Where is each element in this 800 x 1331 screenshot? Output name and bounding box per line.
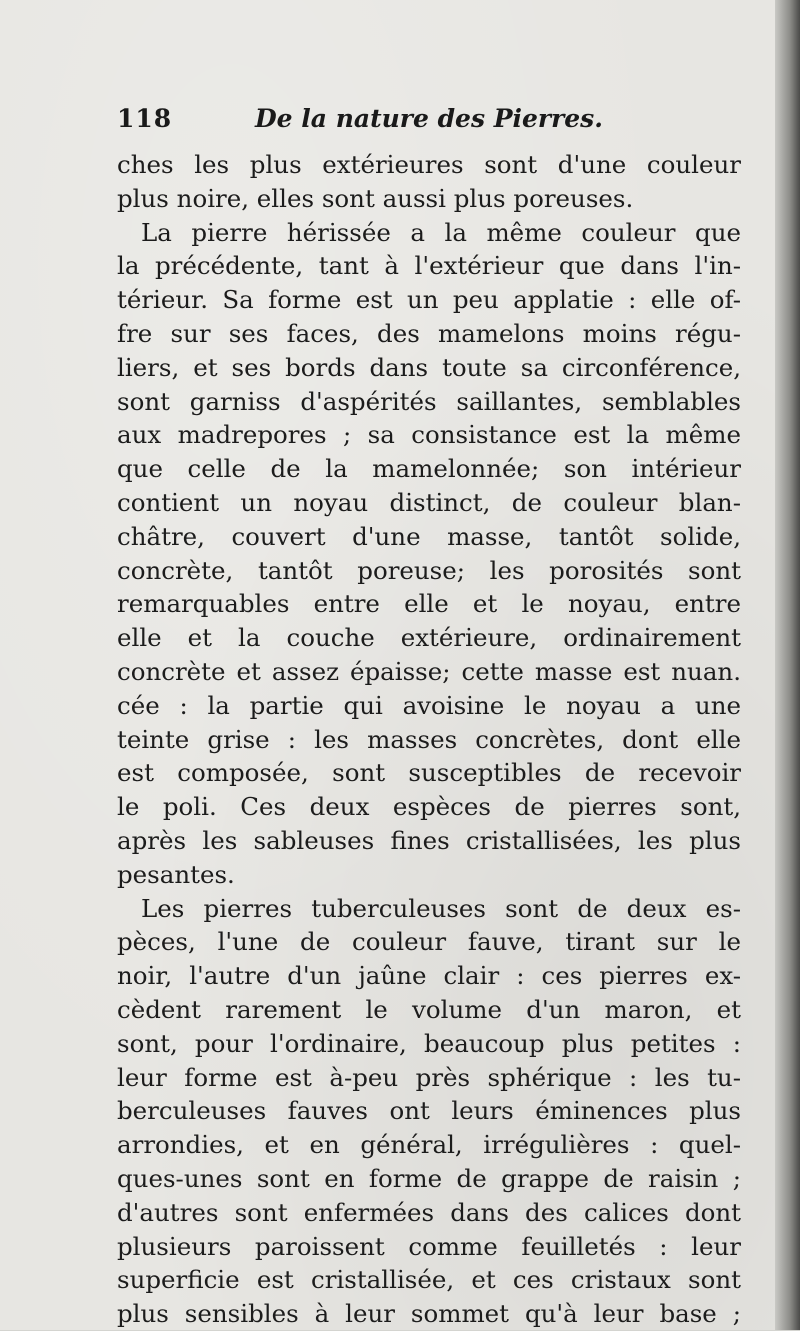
- text-line: contient un noyau distinct, de couleur blan-: [117, 487, 741, 517]
- text-line: cée : la partie qui avoisine le noyau a une: [117, 690, 741, 720]
- text-line: d'autres sont enfermées dans des calices dont: [117, 1197, 741, 1227]
- text-line: La pierre hérissée a la même couleur que: [141, 217, 741, 247]
- text-line: teinte grise : les masses concrètes, dont elle: [117, 724, 741, 754]
- text-line: plusieurs paroissent comme feuilletés : leur: [117, 1231, 741, 1261]
- text-line: pèces, l'une de couleur fauve, tirant sur le: [117, 927, 741, 957]
- text-line: sont garniss d'aspérités saillantes, semblables: [117, 386, 741, 416]
- page-edge-shadow: [775, 0, 800, 1330]
- text-line: elle et la couche extérieure, ordinairement: [117, 623, 741, 653]
- text-line: cèdent rarement le volume d'un maron, et: [117, 994, 741, 1024]
- text-line: après les sableuses fines cristallisées, les plus: [117, 825, 741, 855]
- text-line: châtre, couvert d'une masse, tantôt solide,: [117, 521, 741, 551]
- text-line: liers, et ses bords dans toute sa circonférence,: [117, 352, 741, 382]
- text-line: que celle de la mamelonnée; son intérieur: [117, 454, 741, 484]
- text-line: plus sensibles à leur sommet qu'à leur base ;: [117, 1299, 741, 1329]
- page-number: 118: [117, 104, 173, 133]
- page-header: [117, 104, 717, 144]
- running-title: De la nature des Pierres.: [255, 104, 603, 133]
- text-line: la précédente, tant à l'extérieur que dans l'in-: [117, 251, 741, 281]
- text-line: ches les plus extérieures sont d'une couleur: [117, 150, 741, 179]
- text-line: plus noire, elles sont aussi plus poreuses.: [117, 183, 634, 213]
- text-line: concrète, tantôt poreuse; les porosités sont: [117, 555, 741, 585]
- text-line: est composée, sont susceptibles de recevoir: [117, 758, 741, 788]
- text-line: leur forme est à-peu près sphérique : les tu-: [117, 1062, 741, 1092]
- text-line: térieur. Sa forme est un peu applatie : elle of-: [117, 285, 741, 315]
- text-line: arrondies, et en général, irrégulières : quel-: [117, 1130, 741, 1160]
- text-line: aux madrepores ; sa consistance est la même: [117, 420, 741, 450]
- text-line: superficie est cristallisée, et ces cristaux sont: [117, 1265, 741, 1295]
- text-line: remarquables entre elle et le noyau, entre: [117, 589, 741, 619]
- text-line: ques-unes sont en forme de grappe de raisin ;: [117, 1163, 741, 1193]
- text-line: concrète et assez épaisse; cette masse est nuan.: [117, 656, 741, 686]
- text-line: noir, l'autre d'un jaûne clair : ces pierres ex-: [117, 961, 741, 991]
- body-text: [117, 148, 741, 1331]
- text-line: Les pierres tuberculeuses sont de deux es-: [141, 893, 741, 923]
- text-line: fre sur ses faces, des mamelons moins régu-: [117, 318, 741, 348]
- text-line: le poli. Ces deux espèces de pierres sont,: [117, 792, 741, 822]
- text-line: berculeuses fauves ont leurs éminences plus: [117, 1096, 741, 1126]
- text-line: pesantes.: [117, 859, 235, 889]
- text-line: sont, pour l'ordinaire, beaucoup plus petites :: [117, 1028, 741, 1058]
